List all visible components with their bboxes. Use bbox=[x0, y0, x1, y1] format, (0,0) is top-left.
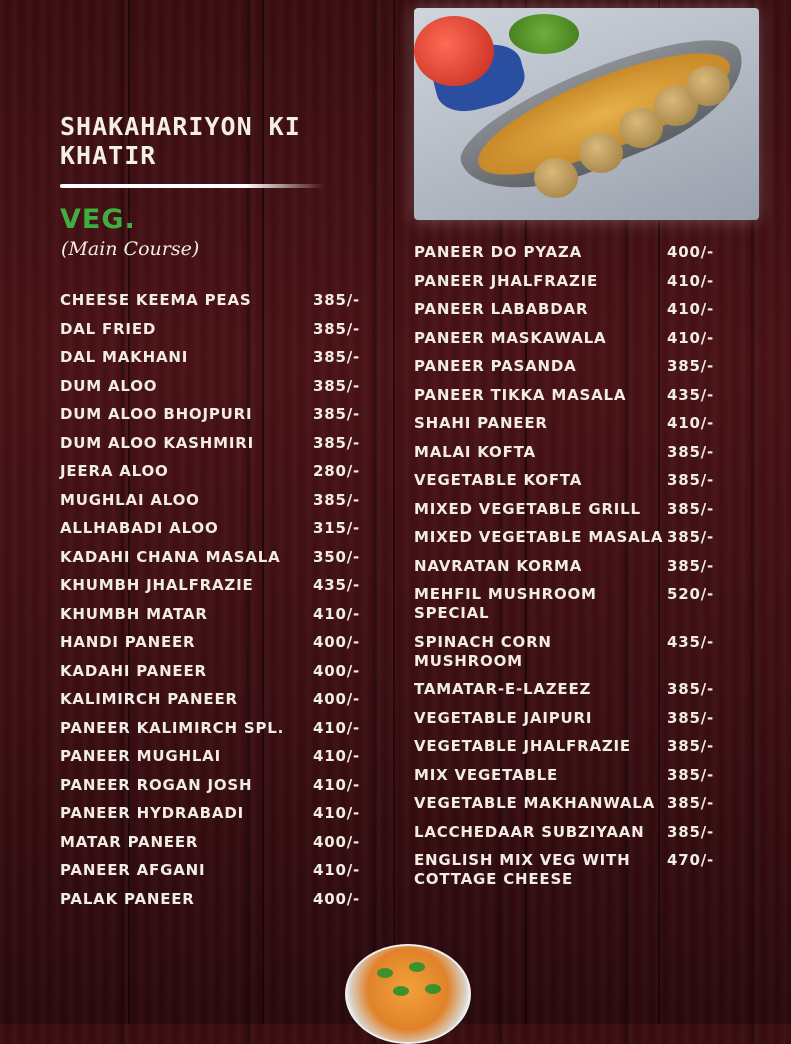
menu-item-price: 385/- bbox=[312, 291, 360, 309]
menu-item bbox=[60, 347, 360, 368]
menu-item-name: DUM ALOO KASHMIRI bbox=[60, 433, 254, 452]
menu-item-price: 385/- bbox=[666, 556, 714, 575]
menu-item-price: 520/- bbox=[666, 585, 714, 603]
menu-item bbox=[60, 746, 360, 767]
menu-item-price: 400/- bbox=[312, 832, 360, 851]
menu-item-price: 400/- bbox=[312, 690, 360, 708]
menu-item-name: PANEER TIKKA MASALA bbox=[414, 385, 627, 404]
menu-item bbox=[60, 461, 360, 482]
menu-item-price: 385/- bbox=[312, 490, 360, 509]
menu-item-price: 400/- bbox=[666, 243, 714, 261]
menu-item-price: 385/- bbox=[666, 499, 714, 518]
curry-bowl-image bbox=[345, 944, 471, 1044]
menu-item bbox=[414, 272, 714, 291]
menu-item-name: VEGETABLE JAIPURI bbox=[414, 708, 593, 727]
menu-item-price: 385/- bbox=[666, 794, 714, 812]
menu-item-price: 385/- bbox=[312, 376, 360, 395]
menu-item bbox=[60, 689, 360, 710]
page-title: SHAKAHARIYON KI KHATIR bbox=[60, 112, 301, 170]
menu-item-price: 410/- bbox=[312, 804, 360, 822]
menu-item-name: PANEER ROGAN JOSH bbox=[60, 775, 253, 794]
menu-item-name: KADAHI CHANA MASALA bbox=[60, 547, 281, 566]
menu-item-name: PANEER MASKAWALA bbox=[414, 328, 607, 347]
menu-item bbox=[60, 632, 360, 653]
menu-item-price: 385/- bbox=[312, 433, 360, 452]
menu-item bbox=[60, 575, 360, 596]
menu-item-price: 410/- bbox=[666, 271, 714, 290]
menu-item bbox=[60, 518, 360, 539]
garnish-shape bbox=[377, 968, 393, 978]
kofta-shape bbox=[579, 133, 623, 173]
menu-item-price: 410/- bbox=[312, 747, 360, 765]
menu-item-price: 385/- bbox=[666, 765, 714, 784]
herbs-shape bbox=[509, 14, 579, 54]
menu-item bbox=[414, 709, 714, 728]
menu-item-price: 400/- bbox=[312, 633, 360, 651]
menu-item bbox=[60, 433, 360, 454]
menu-item bbox=[414, 794, 714, 813]
menu-item-name: MATAR PANEER bbox=[60, 832, 199, 851]
menu-item bbox=[414, 300, 714, 319]
menu-item-price: 410/- bbox=[312, 718, 360, 737]
menu-item-price: 385/- bbox=[312, 405, 360, 423]
menu-item-name: PANEER JHALFRAZIE bbox=[414, 271, 599, 290]
menu-item-price: 385/- bbox=[666, 737, 714, 755]
menu-item bbox=[414, 528, 714, 547]
menu-item bbox=[414, 414, 714, 433]
menu-item-name: PANEER KALIMIRCH SPL. bbox=[60, 718, 285, 737]
menu-item-name: DAL MAKHANI bbox=[60, 348, 189, 366]
menu-item-price: 385/- bbox=[666, 822, 714, 841]
menu-item bbox=[414, 633, 714, 671]
menu-item-name: PANEER MUGHLAI bbox=[60, 747, 221, 765]
menu-item bbox=[60, 889, 360, 910]
menu-item bbox=[60, 547, 360, 568]
menu-item bbox=[414, 471, 714, 490]
menu-item-name: VEGETABLE MAKHANWALA bbox=[414, 794, 656, 812]
menu-item-price: 385/- bbox=[666, 528, 714, 546]
menu-item bbox=[414, 243, 714, 262]
menu-item-name: VEGETABLE JHALFRAZIE bbox=[414, 737, 631, 755]
menu-item-price: 385/- bbox=[666, 357, 714, 375]
menu-item-price: 435/- bbox=[666, 632, 714, 651]
menu-item-name: DAL FRIED bbox=[60, 319, 157, 338]
menu-item bbox=[60, 319, 360, 340]
menu-item-name: JEERA ALOO bbox=[60, 462, 169, 480]
menu-item bbox=[414, 823, 714, 842]
menu-item-price: 385/- bbox=[666, 708, 714, 727]
menu-item-name: PANEER DO PYAZA bbox=[414, 243, 582, 261]
menu-item-price: 410/- bbox=[312, 861, 360, 879]
menu-item-name: CHEESE KEEMA PEAS bbox=[60, 291, 252, 309]
menu-item bbox=[414, 357, 714, 376]
menu-item bbox=[60, 832, 360, 853]
menu-item-name: HANDI PANEER bbox=[60, 633, 196, 651]
menu-item bbox=[60, 661, 360, 682]
garnish-shape bbox=[409, 962, 425, 972]
menu-item-name: KHUMBH MATAR bbox=[60, 604, 208, 623]
menu-item-price: 385/- bbox=[666, 471, 714, 489]
menu-item-name: LACCHEDAAR SUBZIYAAN bbox=[414, 822, 645, 841]
menu-item bbox=[60, 803, 360, 824]
menu-item bbox=[60, 376, 360, 397]
section-subheading: (Main Course) bbox=[61, 238, 200, 260]
menu-item-name: MIXED VEGETABLE GRILL bbox=[414, 499, 641, 518]
menu-item-name: MIXED VEGETABLE MASALA bbox=[414, 528, 664, 546]
menu-item-price: 410/- bbox=[666, 414, 714, 432]
menu-item-price: 410/- bbox=[666, 328, 714, 347]
menu-item-name: MALAI KOFTA bbox=[414, 442, 536, 461]
tomato-shape bbox=[414, 16, 494, 86]
menu-item-price: 470/- bbox=[666, 851, 714, 869]
menu-item-name: KHUMBH JHALFRAZIE bbox=[60, 576, 254, 594]
menu-item bbox=[60, 775, 360, 796]
menu-item-price: 400/- bbox=[312, 889, 360, 908]
kofta-shape bbox=[534, 158, 578, 198]
menu-item-price: 435/- bbox=[312, 576, 360, 594]
menu-item-name: PANEER AFGANI bbox=[60, 861, 206, 879]
menu-item-name: NAVRATAN KORMA bbox=[414, 556, 583, 575]
menu-item-name: VEGETABLE KOFTA bbox=[414, 471, 583, 489]
menu-item-price: 315/- bbox=[312, 519, 360, 537]
menu-item bbox=[414, 443, 714, 462]
menu-item bbox=[60, 860, 360, 881]
menu-item-name: SPINACH CORN MUSHROOM bbox=[414, 632, 552, 670]
wood-seam bbox=[393, 0, 395, 1024]
menu-item bbox=[60, 490, 360, 511]
menu-item-name: PANEER HYDRABADI bbox=[60, 804, 244, 822]
menu-item-name: MUGHLAI ALOO bbox=[60, 490, 200, 509]
menu-item bbox=[414, 585, 714, 623]
garnish-shape bbox=[393, 986, 409, 996]
menu-item bbox=[414, 680, 714, 699]
menu-item-name: PALAK PANEER bbox=[60, 889, 195, 908]
menu-item-price: 410/- bbox=[666, 300, 714, 318]
menu-item bbox=[414, 737, 714, 756]
kofta-shape bbox=[686, 66, 730, 106]
menu-item bbox=[414, 766, 714, 785]
menu-item-price: 410/- bbox=[312, 775, 360, 794]
menu-item-name: ENGLISH MIX VEG WITH COTTAGE CHEESE bbox=[414, 851, 631, 888]
menu-item-price: 350/- bbox=[312, 547, 360, 566]
menu-item bbox=[414, 329, 714, 348]
garnish-shape bbox=[425, 984, 441, 994]
menu-item-price: 280/- bbox=[312, 462, 360, 480]
menu-item-price: 410/- bbox=[312, 604, 360, 623]
menu-item bbox=[60, 290, 360, 311]
menu-item bbox=[414, 557, 714, 576]
menu-item-price: 435/- bbox=[666, 385, 714, 404]
menu-column-right bbox=[414, 243, 714, 899]
menu-item bbox=[414, 851, 714, 889]
menu-item-name: DUM ALOO bbox=[60, 376, 158, 395]
menu-item-name: MEHFIL MUSHROOM SPECIAL bbox=[414, 585, 597, 622]
section-heading: VEG. bbox=[60, 204, 136, 235]
menu-item-name: TAMATAR-E-LAZEEZ bbox=[414, 680, 592, 698]
menu-item-name: DUM ALOO BHOJPURI bbox=[60, 405, 253, 423]
menu-item-name: MIX VEGETABLE bbox=[414, 765, 559, 784]
menu-item-price: 385/- bbox=[666, 442, 714, 461]
menu-item bbox=[60, 718, 360, 739]
menu-item bbox=[60, 604, 360, 625]
menu-item-name: ALLHABADI ALOO bbox=[60, 519, 219, 537]
menu-item-name: PANEER PASANDA bbox=[414, 357, 577, 375]
title-divider bbox=[60, 184, 325, 188]
menu-item-name: PANEER LABABDAR bbox=[414, 300, 589, 318]
menu-item-price: 400/- bbox=[312, 661, 360, 680]
menu-item-name: KALIMIRCH PANEER bbox=[60, 690, 238, 708]
menu-item-price: 385/- bbox=[312, 348, 360, 366]
dish-photo bbox=[414, 8, 759, 220]
menu-column-left bbox=[60, 290, 360, 917]
menu-item bbox=[60, 404, 360, 425]
menu-item-price: 385/- bbox=[312, 319, 360, 338]
menu-item-name: SHAHI PANEER bbox=[414, 414, 548, 432]
menu-item-name: KADAHI PANEER bbox=[60, 661, 207, 680]
menu-item bbox=[414, 500, 714, 519]
menu-item-price: 385/- bbox=[666, 680, 714, 698]
menu-item bbox=[414, 386, 714, 405]
